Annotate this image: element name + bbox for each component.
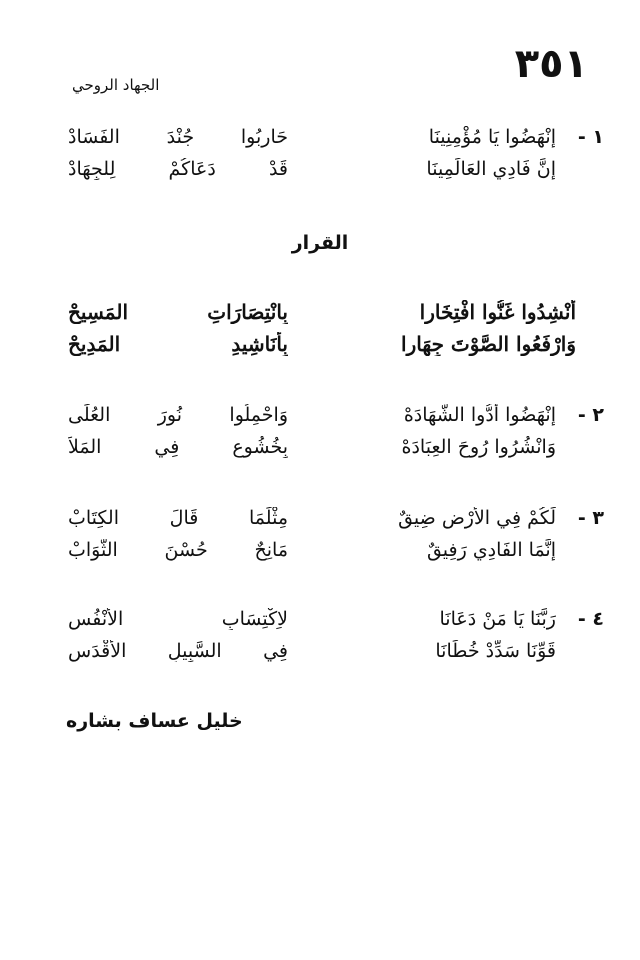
stanza-3 [0, 507, 640, 567]
verse-second-hemistich: بِأَنَاشِيدِ المَدِيحْ [68, 332, 288, 356]
verse-first-hemistich: لَكُمْ فِي الأَرْضِ ضِيقٌ [398, 507, 556, 529]
verse-second-hemistich: بِخُشُوعٍ فِي المَلاَ [68, 436, 288, 458]
stanza-number: ٣ - [577, 507, 604, 529]
stanza-number: ١ - [577, 126, 604, 148]
chorus-line-2 [0, 332, 640, 362]
verse-first-hemistich: وَارْفَعُوا الصَّوْتَ جِهَارا [401, 332, 576, 356]
stanza-2-line-1 [0, 404, 640, 434]
verse-first-hemistich: إِنَّ فَادِي العَالَمِينَا [426, 158, 556, 180]
verse-second-hemistich: فِي السَّبِيلِ الأَقْدَسِ [68, 640, 288, 662]
stanza-number: ٤ - [577, 608, 604, 630]
page-number: ٣٥١ [514, 41, 588, 87]
running-header: الجهاد الروحي [72, 76, 160, 94]
stanza-3-line-1 [0, 507, 640, 537]
verse-first-hemistich: قَوِّنَا سَدِّدْ خُطَانَا [435, 640, 556, 662]
stanza-4 [0, 608, 640, 668]
verse-second-hemistich: وَاحْمِلُوا نُورَ العُلَى [68, 404, 288, 426]
verse-first-hemistich: أَنْشِدُوا غَنُّوا افْتِخَارا [419, 300, 576, 324]
verse-first-hemistich: رَبَّنَا يَا مَنْ دَعَانَا [439, 608, 556, 630]
chorus [0, 300, 640, 360]
author-name: خليل عساف بشاره [66, 710, 243, 732]
stanza-3-line-2 [0, 539, 640, 569]
stanza-1-line-2 [0, 158, 640, 188]
chorus-line-1 [0, 300, 640, 330]
stanza-2-line-2 [0, 436, 640, 466]
verse-second-hemistich: مِثْلَمَا قَالَ الكِتَابْ [68, 507, 288, 529]
verse-second-hemistich: حَارِبُوا جُنْدَ الفَسَادْ [68, 126, 288, 148]
stanza-1-line-1 [0, 126, 640, 156]
verse-first-hemistich: وَانْشُرُوا رُوحَ العِبَادَهْ [401, 436, 556, 458]
stanza-1 [0, 126, 640, 186]
stanza-4-line-2 [0, 640, 640, 670]
verse-first-hemistich: إِنَّمَا الفَادِي رَفِيقٌ [426, 539, 556, 561]
verse-second-hemistich: بِانْتِصَارَاتِ المَسِيحْ [68, 300, 288, 324]
verse-first-hemistich: إِنْهَضُوا أَدُّوا الشَّهَادَهْ [403, 404, 556, 426]
verse-second-hemistich: قَدْ دَعَاكُمْ لِلجِهَادْ [68, 158, 288, 180]
stanza-4-line-1 [0, 608, 640, 638]
refrain-title: القرار [291, 232, 349, 254]
stanza-number: ٢ - [577, 404, 604, 426]
stanza-2 [0, 404, 640, 464]
verse-second-hemistich: مَانِحٌ حُسْنَ الثَّوَابْ [68, 539, 288, 561]
verse-second-hemistich: لاِكْتِسَابِ الأَنْفُسِ [68, 608, 288, 630]
verse-first-hemistich: إِنْهَضُوا يَا مُؤْمِنِينَا [428, 126, 556, 148]
